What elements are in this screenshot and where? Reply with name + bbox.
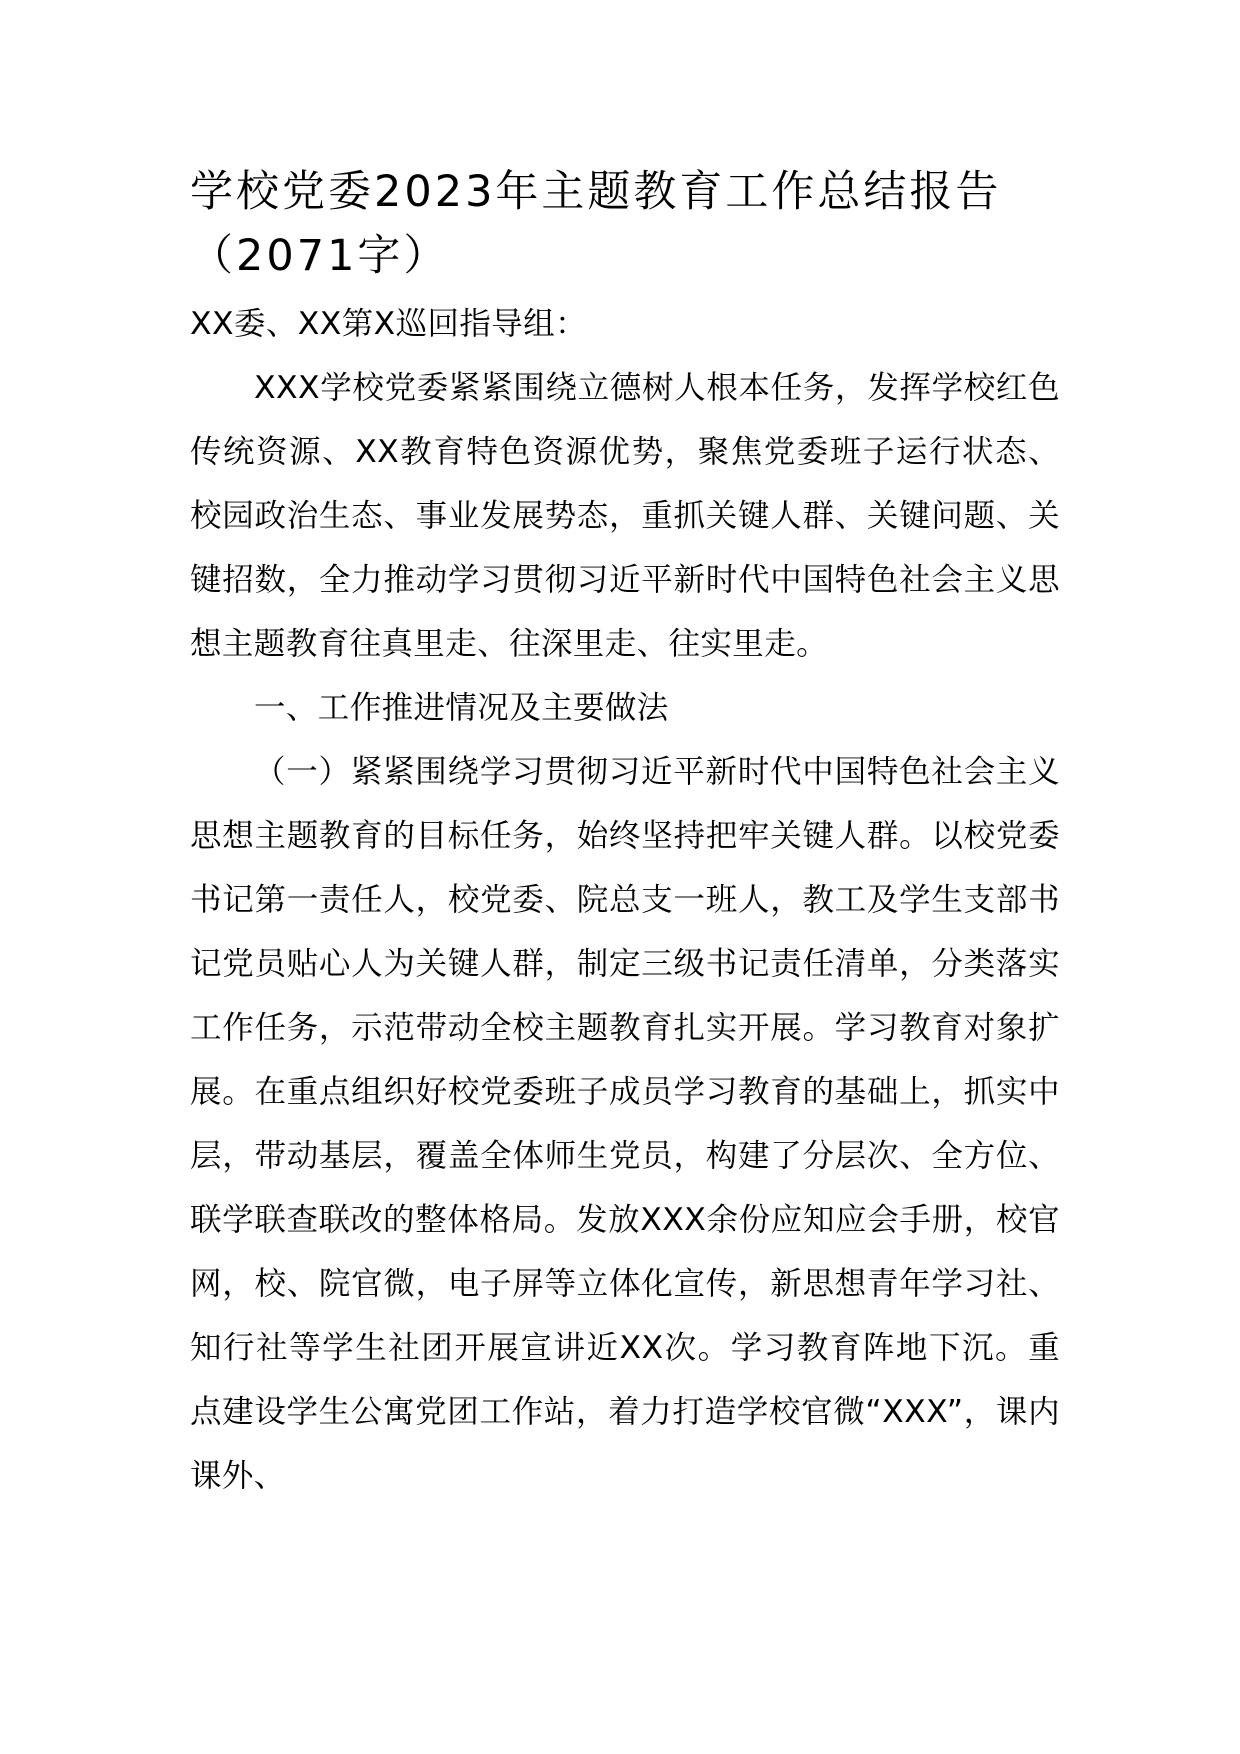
section-heading-1: 一、工作推进情况及主要做法 xyxy=(254,690,669,726)
document-title-line-1: 学校党委2023年主题教育工作总结报告 xyxy=(190,167,1002,217)
subsection-paragraph-1: （一）紧紧围绕学习贯彻习近平新时代中国特色社会主义思想主题教育的目标任务，始终坚持把牢关键人群。以校党委书记第一责任人，校党委、院总支一班人，教工及学生支部书记党员贴心人为关键人群，制定三级书记责任清单，分类落实工作任务，示范带动全校主题教育扎实开展。学习教育对象扩展。在重点组织好校党委班子成员学习教育的基础上，抓实中层，带动基层，覆盖全体师生党员，构建了分层次、全方位、联学联查联改的整体格局。发放XXX余份应知应会手册，校官网，校、院官微，电子屏等立体化宣传，新思想青年学习社、知行社等学生社团开展宣讲近XX次。学习教育阵地下沉。重点建设学生公寓党团工作站，着力打造学校官微“XXX”，课内课外、 xyxy=(190,754,1060,1494)
document-title-line-2: （2071字） xyxy=(190,231,450,281)
document-page xyxy=(190,160,1060,1508)
document-title xyxy=(190,160,1060,288)
salutation: XX委、XX第X巡回指导组： xyxy=(190,306,587,342)
intro-paragraph: XXX学校党委紧紧围绕立德树人根本任务，发挥学校红色传统资源、XX教育特色资源优势，聚焦党委班子运行状态、校园政治生态、事业发展势态，重抓关键人群、关键问题、关键招数，全力推动学习贯彻习近平新时代中国特色社会主义思想主题教育往真里走、往深里走、往实里走。 xyxy=(190,370,1060,662)
